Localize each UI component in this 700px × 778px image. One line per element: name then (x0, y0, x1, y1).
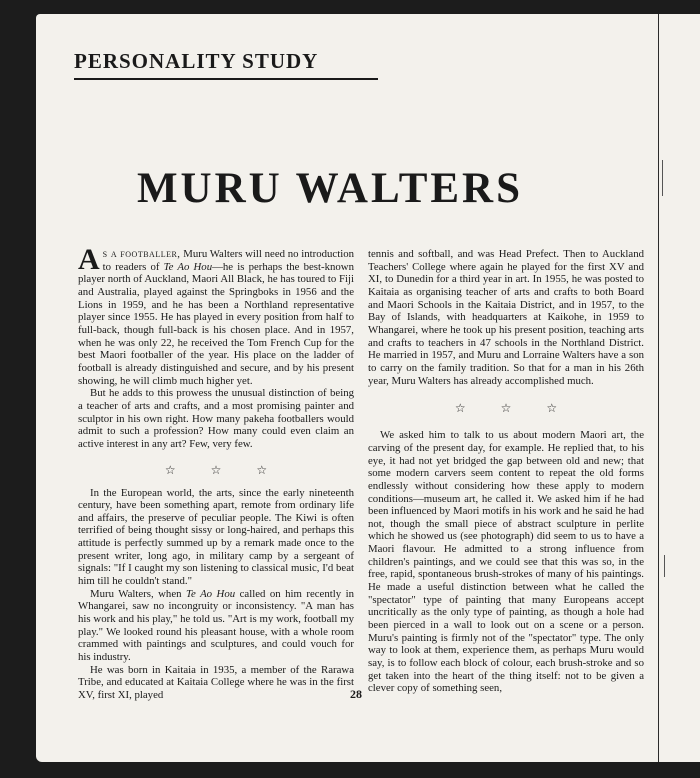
paragraph-text-rest: called on him recently in Whangarei, saw no incongruity or inconsistency. "A man has his work and his play," he told us. "Art is my work, football my play." We looked round his pleasant house, with a whole room crammed with paintings and sculptures, and could vouch for his industry. (78, 587, 355, 664)
margin-mark (662, 160, 663, 196)
page-edge-line (658, 14, 659, 762)
section-break-stars: ☆ ☆ ☆ (454, 401, 558, 416)
paragraph (78, 588, 354, 664)
margin-mark (664, 555, 665, 577)
paragraph: He was born in Kaitaia in 1935, a member of the Rarawa Tribe, and educated at Kaitaia College where he was in the first XV, first XI, played (78, 663, 354, 701)
article-title: MURU WALTERS (136, 165, 524, 212)
intro-text-rest: —he is perhaps the best-known player north of Auckland, Maori All Black, he has toured to Fiji and Australia, played against the Springboks in 1956 and the Lions in 1959, and he has been a Northland representative player since 1955. He has played in every position from half to full-back, though full-back is his chosen place. And in 1957, when he was only 22, he received the Tom French Cup for the best Maori footballer of the year. His place on the ladder of football is already distinguished and secure, and by his present showing, he will climb much higher yet. (78, 260, 354, 387)
paragraph: But he adds to this prowess the unusual distinction of being a teacher of arts and crafts, and a most promising painter and sculptor in his own right. How many pakeha footballers would admit to such a profession? How many could even claim an active interest in any art? Few, very few. (78, 387, 354, 450)
article-column-left (78, 243, 355, 702)
section-label: PERSONALITY STUDY (74, 49, 319, 73)
paragraph-intro (78, 243, 355, 387)
paragraph-text: Muru Walters, when (90, 587, 186, 600)
paragraph: We asked him to talk to us about modern Maori art, the carving of the present day, for example. He replied that, to his eye, it had not yet bridged the gap between old and new; that some modern carvers seem content to repeat the old forms endlessly without considering how these apply to modern conditions—museum art, he called it. We asked him if he had been influenced by Maori motifs in his work and he said he had not, though the small piece of abstract sculpture in perlite which he showed us (see photograph) did seem to us to have a Maori flavour. He admitted to a strong influence from children's paintings, and we could see that this was so, in the free, rapid, spontaneous brush-strokes of many of his paintings. He made a useful distinction between what he called the "spectator" type of painting that many Europeans accept uncritically as the only type of painting, as though a hole had been pierced in a wall to look out on a scene or a person. Muru's painting is firmly not of the "spectator" type. The only way to look at them, experience them, as perhaps Muru would say, is to follow each block of colour, each brush-stroke and so get taken into the heart of the thing itself: not to be given a clever copy of something seen, (368, 429, 644, 695)
page-number: 28 (350, 687, 362, 701)
intro-smallcaps: s a footballer, (102, 248, 181, 260)
magazine-name: Te Ao Hou (186, 587, 236, 600)
paragraph: In the European world, the arts, since the early nineteenth century, have been something apart, remote from ordinary life and affairs, the preserve of peculiar people. The Kiwi is often terrified of being thought sissy or long-haired, and perhaps this attitude is perfectly summed up by a remark made once to the present writer, long ago, in military camp by a sergeant of signals: "If I caught my son listening to classical music, I'd beat him till he couldn't stand." (78, 486, 354, 588)
drop-cap: A (78, 243, 100, 276)
magazine-name: Te Ao Hou (163, 260, 213, 273)
section-underline (74, 78, 378, 80)
article-column-right (368, 248, 644, 695)
intro-text: Muru Walters will need no introduction to readers of (102, 248, 355, 273)
section-break-stars: ☆ ☆ ☆ (164, 462, 268, 477)
paragraph-continued: tennis and softball, and was Head Prefect. Then to Auckland Teachers' College where again he played for the first XV and XI, to Dunedin for a third year in art. In 1955, he was posted to Kaitaia as organising teacher of arts and crafts to both Board and Maori Schools in the Kaitaia District, and in 1957, to the Bay of Islands, with headquarters at Kaikohe, in 1959 to Whangarei, where he took up his present position, teaching arts and crafts to teachers in 47 schools in the Northland District. He married in 1957, and Muru and Lorraine Walters have a son to carry on the family tradition. So that for a man in his 26th year, Muru Walters has already accomplished much. (368, 248, 644, 387)
